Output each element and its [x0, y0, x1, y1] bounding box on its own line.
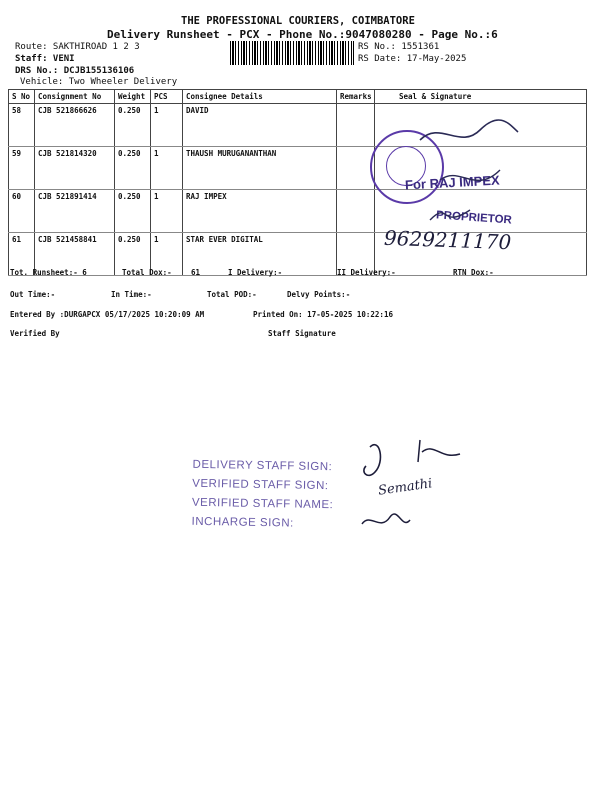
entered-by: Entered By :DURGAPCX 05/17/2025 10:20:09 AM	[10, 310, 205, 319]
row-weight: 0.250	[115, 104, 151, 147]
row-weight: 0.250	[115, 233, 151, 276]
col-weight: Weight	[115, 90, 151, 104]
handwritten-phone: 9629211170	[383, 225, 512, 255]
row-pcs: 1	[151, 147, 183, 190]
col-pcs: PCS	[151, 90, 183, 104]
row-consignee: DAVID	[183, 104, 337, 147]
delivery-staff-sign: DELIVERY STAFF SIGN:	[192, 458, 333, 474]
row-sno: 61	[9, 233, 35, 276]
table-header	[9, 90, 587, 104]
i-delivery: I Delivery:-	[228, 268, 283, 277]
handwritten-name: Semathi	[377, 476, 434, 499]
staff-signature: Staff Signature	[268, 329, 336, 338]
row-weight: 0.250	[115, 190, 151, 233]
row-pcs: 1	[151, 190, 183, 233]
for-raj-impex-stamp: For RAJ IMPEX	[404, 172, 500, 193]
printed-on: Printed On: 17-05-2025 10:22:16	[253, 310, 393, 319]
row-remarks	[337, 104, 375, 147]
route: Route: SAKTHIROAD 1 2 3	[15, 42, 140, 52]
verified-staff-sign: VERIFIED STAFF SIGN:	[192, 477, 329, 493]
row-consignee: RAJ IMPEX	[183, 190, 337, 233]
proprietor-stamp: PROPRIETOR	[435, 209, 513, 227]
row-consignee: THAUSH MURUGANANTHAN	[183, 147, 337, 190]
signature-scribble-icon	[380, 110, 530, 230]
rs-number: RS No.: 1551361	[358, 42, 440, 52]
incharge-sign: INCHARGE SIGN:	[191, 515, 294, 530]
verification-stamp	[191, 459, 334, 537]
row-pcs: 1	[151, 104, 183, 147]
runsheet-title: Delivery Runsheet - PCX - Phone No.:9047080280 - Page No.:6	[107, 28, 498, 41]
row-consignment: CJB 521458841	[35, 233, 115, 276]
ii-delivery: II Delivery:-	[337, 268, 396, 277]
row-consignment: CJB 521891414	[35, 190, 115, 233]
col-remarks: Remarks	[337, 90, 375, 104]
vehicle: Vehicle: Two Wheeler Delivery	[20, 77, 178, 87]
row-sno: 60	[9, 190, 35, 233]
total-dox-label: Total Dox:-	[122, 268, 172, 277]
in-time: In Time:-	[111, 290, 152, 299]
delvy-points: Delvy Points:-	[287, 290, 351, 299]
row-consignee: STAR EVER DIGITAL	[183, 233, 337, 276]
row-consignment: CJB 521866626	[35, 104, 115, 147]
rs-date: RS Date: 17-May-2025	[358, 54, 467, 64]
company-name: THE PROFESSIONAL COURIERS, COIMBATORE	[181, 15, 415, 27]
row-consignment: CJB 521814320	[35, 147, 115, 190]
total-pod: Total POD:-	[207, 290, 257, 299]
drs-number: DRS No.: DCJB155136106	[15, 66, 135, 76]
col-seal: Seal & Signature	[375, 90, 587, 104]
row-weight: 0.250	[115, 147, 151, 190]
barcode	[230, 41, 354, 65]
verified-by: Verified By	[10, 329, 60, 338]
rtn-dox: RTN Dox:-	[453, 268, 494, 277]
row-sno: 59	[9, 147, 35, 190]
tot-runsheet: Tot. Runsheet:- 6	[10, 268, 87, 277]
col-consignment: Consignment No	[35, 90, 115, 104]
out-time: Out Time:-	[10, 290, 56, 299]
row-pcs: 1	[151, 233, 183, 276]
staff: Staff: VENI	[15, 54, 75, 64]
row-sno: 58	[9, 104, 35, 147]
verified-staff-name: VERIFIED STAFF NAME:	[191, 496, 334, 512]
row-remarks	[337, 147, 375, 190]
col-sno: S No	[9, 90, 35, 104]
total-dox-value: 61	[191, 268, 201, 277]
col-consignee: Consignee Details	[183, 90, 337, 104]
row-remarks	[337, 190, 375, 233]
